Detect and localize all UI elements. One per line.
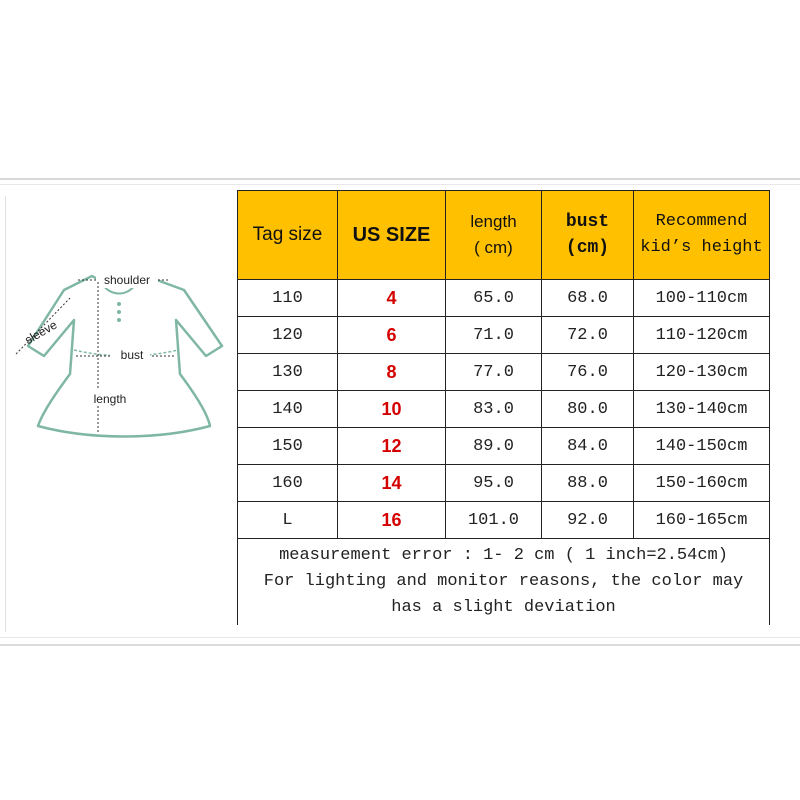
cell-length: 101.0 xyxy=(446,502,542,539)
cell-tag-size: L xyxy=(238,502,338,539)
cell-tag-size: 160 xyxy=(238,465,338,502)
header-us-size-label: US SIZE xyxy=(352,223,431,246)
dress-button xyxy=(117,310,121,314)
note-line-3: has a slight deviation xyxy=(391,598,616,617)
cell-tag-size: 130 xyxy=(238,354,338,391)
table-row xyxy=(238,317,770,354)
cell-height: 110-120cm xyxy=(634,317,770,354)
cell-us-size: 4 xyxy=(338,280,446,317)
cell-bust: 92.0 xyxy=(542,502,634,539)
header-tag-size-label: Tag size xyxy=(252,224,323,245)
header-height-label-2: kid’s height xyxy=(640,238,763,257)
measurement-note xyxy=(238,539,770,626)
table-header-row xyxy=(238,191,770,280)
sleeve-label: sleeve xyxy=(22,317,60,348)
dress-button xyxy=(117,318,121,322)
bust-label: bust xyxy=(120,348,144,362)
cell-length: 71.0 xyxy=(446,317,542,354)
cell-tag-size: 140 xyxy=(238,391,338,428)
cell-height: 100-110cm xyxy=(634,280,770,317)
cell-tag-size: 110 xyxy=(238,280,338,317)
cell-length: 65.0 xyxy=(446,280,542,317)
garment-measurement-diagram xyxy=(8,258,230,448)
header-height-label-1: Recommend xyxy=(655,212,748,231)
cell-height: 160-165cm xyxy=(634,502,770,539)
cell-us-size: 8 xyxy=(338,354,446,391)
cell-height: 120-130cm xyxy=(634,354,770,391)
cell-bust: 88.0 xyxy=(542,465,634,502)
cell-tag-size: 120 xyxy=(238,317,338,354)
cell-height: 140-150cm xyxy=(634,428,770,465)
note-line-2: For lighting and monitor reasons, the color may xyxy=(263,572,744,591)
cell-us-size: 6 xyxy=(338,317,446,354)
cell-us-size: 14 xyxy=(338,465,446,502)
cell-height: 150-160cm xyxy=(634,465,770,502)
cell-us-size: 10 xyxy=(338,391,446,428)
header-length xyxy=(446,191,542,280)
table-row xyxy=(238,502,770,539)
cell-tag-size: 150 xyxy=(238,428,338,465)
header-length-label: length xyxy=(470,212,517,231)
cell-bust: 68.0 xyxy=(542,280,634,317)
cell-height: 130-140cm xyxy=(634,391,770,428)
table-row xyxy=(238,280,770,317)
table-note-row xyxy=(238,539,770,626)
header-us-size xyxy=(338,191,446,280)
cell-us-size: 16 xyxy=(338,502,446,539)
note-line-1: measurement error : 1- 2 cm ( 1 inch=2.54cm) xyxy=(279,546,728,565)
cell-bust: 80.0 xyxy=(542,391,634,428)
header-recommended-height xyxy=(634,191,770,280)
header-bust xyxy=(542,191,634,280)
header-tag-size xyxy=(238,191,338,280)
cell-us-size: 12 xyxy=(338,428,446,465)
cell-length: 77.0 xyxy=(446,354,542,391)
table-row xyxy=(238,465,770,502)
cell-bust: 84.0 xyxy=(542,428,634,465)
cell-bust: 76.0 xyxy=(542,354,634,391)
table-row xyxy=(238,354,770,391)
shoulder-label: shoulder xyxy=(103,273,151,287)
dress-button xyxy=(117,302,121,306)
cell-length: 95.0 xyxy=(446,465,542,502)
length-label: length xyxy=(93,392,127,406)
size-table xyxy=(237,190,770,625)
cell-length: 89.0 xyxy=(446,428,542,465)
cell-length: 83.0 xyxy=(446,391,542,428)
panel-divider xyxy=(5,196,6,632)
cell-bust: 72.0 xyxy=(542,317,634,354)
header-bust-label: bust xyxy=(565,212,610,232)
header-bust-unit: (cm) xyxy=(565,238,610,258)
table-row xyxy=(238,391,770,428)
table-row xyxy=(238,428,770,465)
header-length-unit: ( cm) xyxy=(474,238,513,257)
